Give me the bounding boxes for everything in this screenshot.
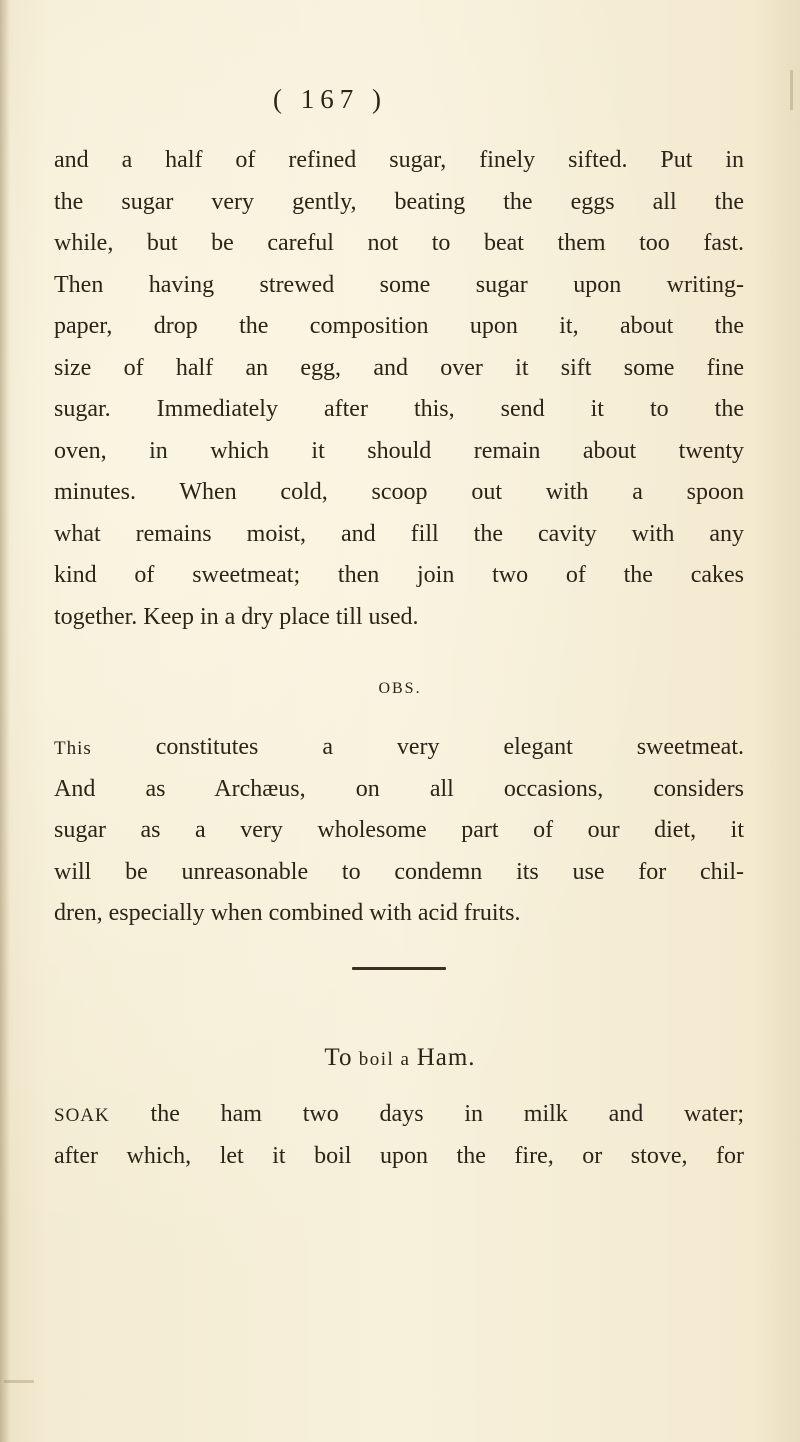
text-line: dren, especially when combined with acid fruits. xyxy=(54,900,521,926)
text-line: paper, drop the composition upon it, about the xyxy=(54,313,744,339)
text-line-first xyxy=(54,1094,744,1136)
text-line: size of half an egg, and over it sift some fine xyxy=(54,354,744,381)
page-number: ( 167 ) xyxy=(273,84,387,114)
text-line: will be unreasonable to condemn its use for chil- xyxy=(54,858,744,885)
paragraph-observation xyxy=(54,727,744,935)
heading-word: boil a xyxy=(352,1049,417,1070)
heading-word: To xyxy=(324,1044,353,1071)
text-line: sugar as a very wholesome part of our diet, it xyxy=(54,817,744,843)
text-line: after which, let it boil upon the fire, or stove, for xyxy=(54,1142,744,1169)
paragraph-recipe-continuation xyxy=(54,140,744,638)
section-heading xyxy=(0,1044,800,1072)
text-line: Then having strewed some sugar upon writing- xyxy=(54,271,744,298)
text-fragment: constitutes a very elegant sweetmeat. xyxy=(91,734,744,760)
text-line: the sugar very gently, beating the eggs all the xyxy=(54,188,744,215)
margin-mark xyxy=(4,1380,34,1383)
section-divider xyxy=(352,967,446,970)
text-line: together. Keep in a dry place till used. xyxy=(54,603,419,630)
text-line: and a half of refined sugar, finely sifted. Put in xyxy=(54,147,744,173)
text-line: oven, in which it should remain about twenty xyxy=(54,437,744,464)
obs-heading: OBS. xyxy=(378,680,422,697)
lead-word: SOAK xyxy=(54,1105,110,1126)
text-line: minutes. When cold, scoop out with a spoon xyxy=(54,479,744,505)
paragraph-boil-ham xyxy=(54,1094,744,1177)
margin-mark xyxy=(790,70,793,110)
text-line: what remains moist, and fill the cavity with any xyxy=(54,520,744,547)
text-line-first xyxy=(54,727,744,769)
lead-word: This xyxy=(54,738,92,759)
text-fragment: the ham two days in milk and water; xyxy=(109,1101,744,1127)
text-line: while, but be careful not to beat them too fast. xyxy=(54,230,744,256)
spine-shadow xyxy=(0,0,10,1442)
text-line: And as Archæus, on all occasions, considers xyxy=(54,775,744,802)
text-line: kind of sweetmeat; then join two of the cakes xyxy=(54,562,744,588)
heading-word: Ham. xyxy=(416,1044,476,1071)
text-line: sugar. Immediately after this, send it to the xyxy=(54,396,744,422)
